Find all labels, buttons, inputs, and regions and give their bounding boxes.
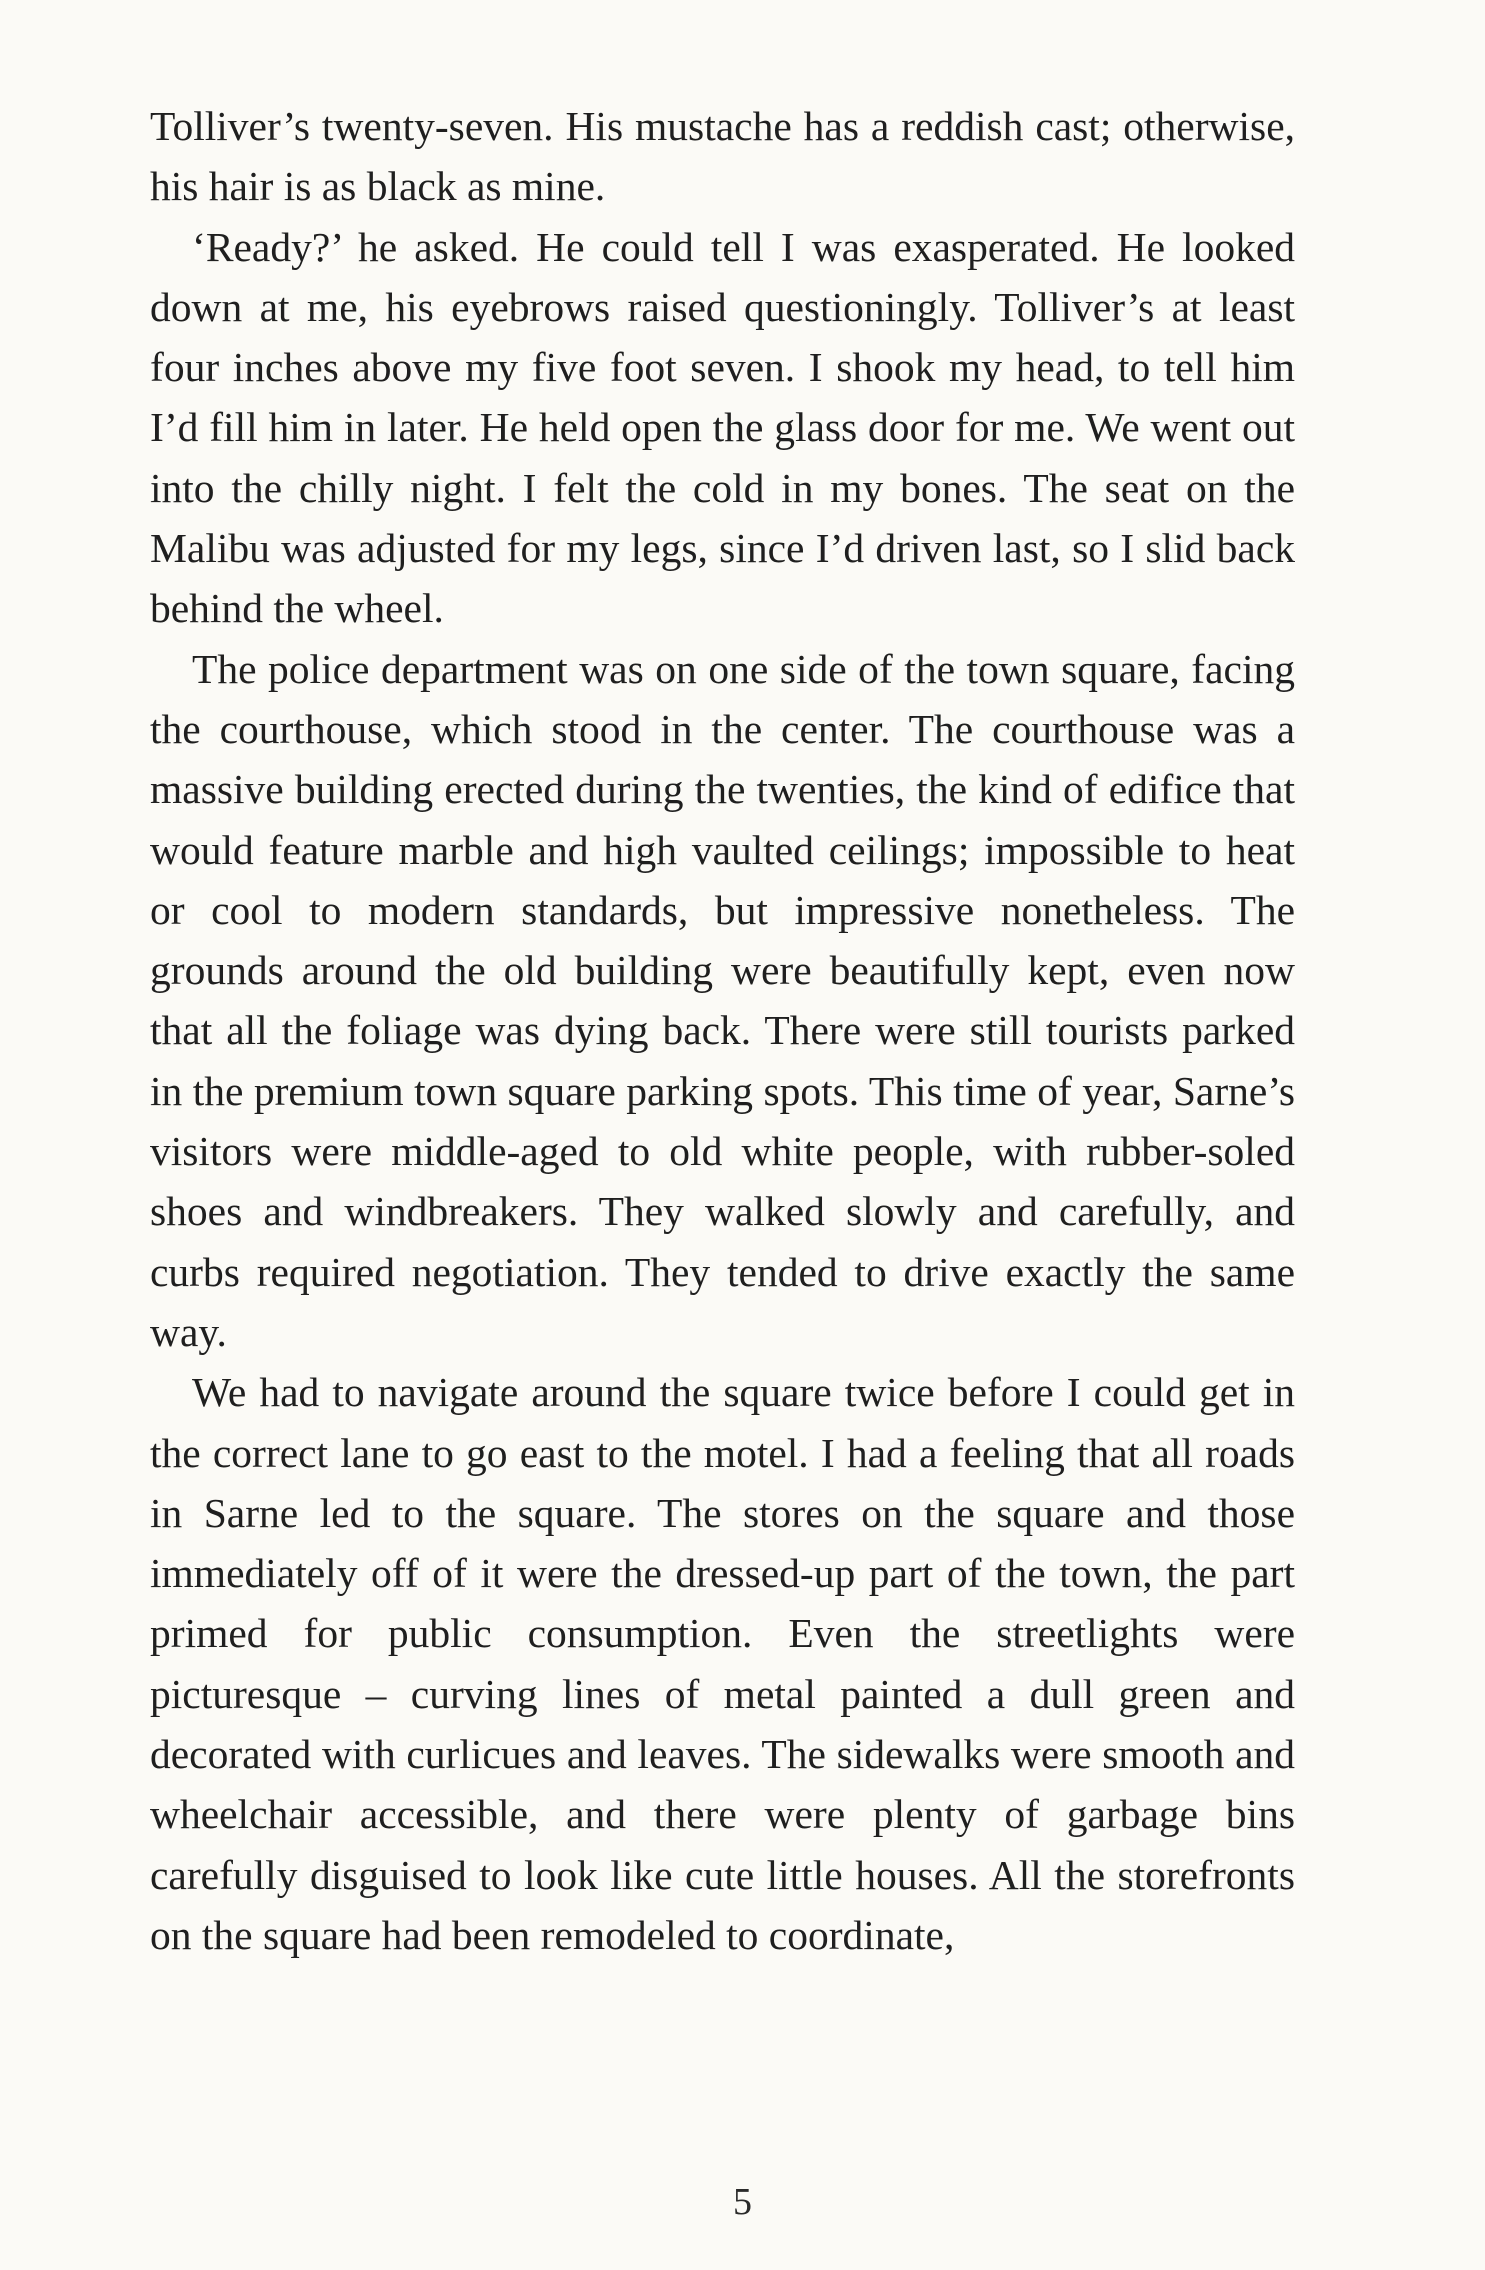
page-body bbox=[150, 96, 1295, 1965]
page-number: 5 bbox=[733, 2181, 752, 2223]
paragraph-3: The police department was on one side of the town square, facing the courthouse, which stood in the center. The courthouse was a massive building erected during the twenties, the kind of edifice that would feature marble and high vaulted ceilings; impossible to heat or cool to modern standards, but impressive nonetheless. The grounds around the old building were beautifully kept, even now that all the foliage was dying back. There were still tourists parked in the premium town square parking spots. This time of year, Sarne’s visitors were middle-aged to old white people, with rubber-soled shoes and windbreakers. They walked slowly and carefully, and curbs required negotiation. They tended to drive exactly the same way. bbox=[150, 645, 1295, 1355]
paragraph-1: Tolliver’s twenty-seven. His mustache has a reddish cast; otherwise, his hair is as black as mine. bbox=[150, 103, 1295, 210]
paragraph-2: ‘Ready?’ he asked. He could tell I was exasperated. He looked down at me, his eyebrows raised questioningly. Tolliver’s at least four inches above my five foot seven. I shook my head, to tell him I’d fill him in later. He held open the glass door for me. We went out into the chilly night. I felt the cold in my bones. The seat on the Malibu was adjusted for my legs, since I’d driven last, so I slid back behind the wheel. bbox=[150, 223, 1295, 632]
paragraph-4: We had to navigate around the square twice before I could get in the correct lane to go east to the motel. I had a feeling that all roads in Sarne led to the square. The stores on the square and those immediately off of it were the dressed-up part of the town, the part primed for public consumption. Even the streetlights were picturesque – curving lines of metal painted a dull green and decorated with curlicues and leaves. The sidewalks were smooth and wheelchair accessible, and there were plenty of garbage bins carefully disguised to look like cute little houses. All the storefronts on the square had been remodeled to coordinate, bbox=[150, 1369, 1295, 1958]
